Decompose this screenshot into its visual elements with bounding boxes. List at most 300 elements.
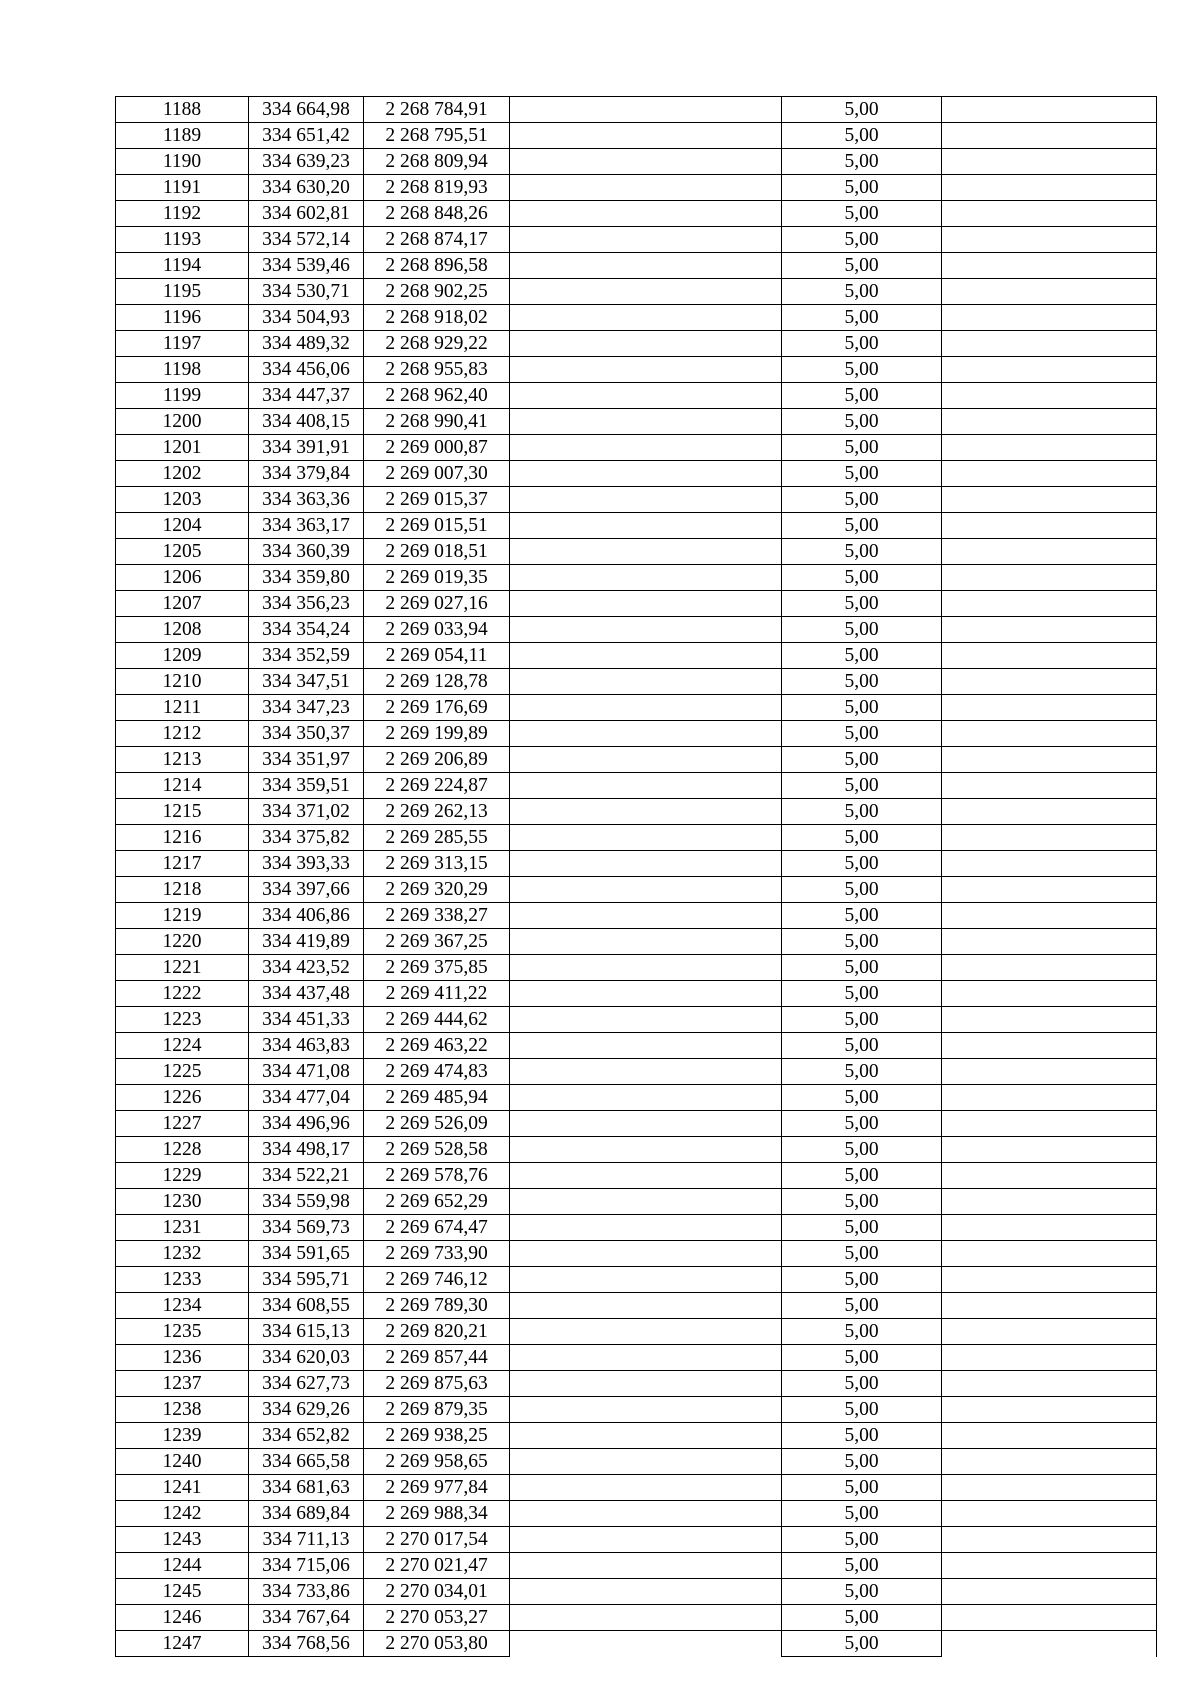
empty-cell (510, 1163, 782, 1189)
point-number-cell: 1199 (116, 383, 249, 409)
x-coordinate-cell: 334 354,24 (249, 617, 364, 643)
empty-cell (942, 1267, 1157, 1293)
value-cell: 5,00 (782, 1293, 942, 1319)
value-cell: 5,00 (782, 435, 942, 461)
empty-cell (510, 851, 782, 877)
table-row (116, 669, 1157, 695)
x-coordinate-cell: 334 489,32 (249, 331, 364, 357)
point-number-cell: 1195 (116, 279, 249, 305)
empty-cell (942, 643, 1157, 669)
value-cell: 5,00 (782, 487, 942, 513)
empty-cell (942, 1475, 1157, 1501)
value-cell: 5,00 (782, 1553, 942, 1579)
empty-cell (942, 1553, 1157, 1579)
y-coordinate-cell: 2 269 262,13 (364, 799, 510, 825)
point-number-cell: 1200 (116, 409, 249, 435)
point-number-cell: 1227 (116, 1111, 249, 1137)
y-coordinate-cell: 2 269 015,51 (364, 513, 510, 539)
empty-cell (942, 1111, 1157, 1137)
empty-cell (510, 461, 782, 487)
empty-cell (510, 1527, 782, 1553)
point-number-cell: 1190 (116, 149, 249, 175)
coordinates-table (115, 96, 1157, 1657)
table-row (116, 1293, 1157, 1319)
table-row (116, 617, 1157, 643)
empty-cell (942, 513, 1157, 539)
value-cell: 5,00 (782, 877, 942, 903)
x-coordinate-cell: 334 615,13 (249, 1319, 364, 1345)
point-number-cell: 1224 (116, 1033, 249, 1059)
value-cell: 5,00 (782, 721, 942, 747)
table-row (116, 1137, 1157, 1163)
value-cell: 5,00 (782, 851, 942, 877)
value-cell: 5,00 (782, 799, 942, 825)
y-coordinate-cell: 2 269 674,47 (364, 1215, 510, 1241)
empty-cell (942, 721, 1157, 747)
empty-cell (510, 305, 782, 331)
y-coordinate-cell: 2 269 746,12 (364, 1267, 510, 1293)
empty-cell (942, 435, 1157, 461)
empty-cell (942, 565, 1157, 591)
y-coordinate-cell: 2 268 962,40 (364, 383, 510, 409)
empty-cell (510, 773, 782, 799)
empty-cell (510, 175, 782, 201)
table-row (116, 1527, 1157, 1553)
point-number-cell: 1237 (116, 1371, 249, 1397)
y-coordinate-cell: 2 269 018,51 (364, 539, 510, 565)
empty-cell (510, 1397, 782, 1423)
table-row (116, 1371, 1157, 1397)
x-coordinate-cell: 334 569,73 (249, 1215, 364, 1241)
table-row (116, 1059, 1157, 1085)
empty-cell (942, 1423, 1157, 1449)
x-coordinate-cell: 334 539,46 (249, 253, 364, 279)
empty-cell (510, 435, 782, 461)
empty-cell (510, 955, 782, 981)
x-coordinate-cell: 334 471,08 (249, 1059, 364, 1085)
value-cell: 5,00 (782, 1111, 942, 1137)
table-row (116, 981, 1157, 1007)
table-row (116, 1163, 1157, 1189)
empty-cell (942, 1163, 1157, 1189)
point-number-cell: 1205 (116, 539, 249, 565)
table-row (116, 695, 1157, 721)
empty-cell (510, 1241, 782, 1267)
y-coordinate-cell: 2 269 320,29 (364, 877, 510, 903)
value-cell: 5,00 (782, 1475, 942, 1501)
empty-cell (942, 1397, 1157, 1423)
table-row (116, 279, 1157, 305)
y-coordinate-cell: 2 269 338,27 (364, 903, 510, 929)
value-cell: 5,00 (782, 1033, 942, 1059)
table-row (116, 773, 1157, 799)
table-row (116, 1345, 1157, 1371)
empty-cell (942, 175, 1157, 201)
point-number-cell: 1240 (116, 1449, 249, 1475)
y-coordinate-cell: 2 269 176,69 (364, 695, 510, 721)
value-cell: 5,00 (782, 1397, 942, 1423)
empty-cell (942, 409, 1157, 435)
empty-cell (510, 1501, 782, 1527)
empty-cell (942, 1527, 1157, 1553)
empty-cell (510, 409, 782, 435)
x-coordinate-cell: 334 406,86 (249, 903, 364, 929)
table-row (116, 383, 1157, 409)
x-coordinate-cell: 334 572,14 (249, 227, 364, 253)
empty-cell (942, 747, 1157, 773)
value-cell: 5,00 (782, 591, 942, 617)
point-number-cell: 1214 (116, 773, 249, 799)
x-coordinate-cell: 334 630,20 (249, 175, 364, 201)
coordinates-table-page (115, 96, 1156, 1657)
x-coordinate-cell: 334 423,52 (249, 955, 364, 981)
empty-cell (942, 617, 1157, 643)
empty-cell (942, 1449, 1157, 1475)
x-coordinate-cell: 334 608,55 (249, 1293, 364, 1319)
point-number-cell: 1204 (116, 513, 249, 539)
empty-cell (942, 1501, 1157, 1527)
table-row (116, 1085, 1157, 1111)
value-cell: 5,00 (782, 1631, 942, 1657)
table-row (116, 1007, 1157, 1033)
empty-cell (510, 1371, 782, 1397)
y-coordinate-cell: 2 269 033,94 (364, 617, 510, 643)
point-number-cell: 1243 (116, 1527, 249, 1553)
y-coordinate-cell: 2 269 128,78 (364, 669, 510, 695)
empty-cell (942, 1371, 1157, 1397)
table-row (116, 1423, 1157, 1449)
empty-cell (942, 1033, 1157, 1059)
empty-cell (510, 149, 782, 175)
point-number-cell: 1208 (116, 617, 249, 643)
y-coordinate-cell: 2 268 929,22 (364, 331, 510, 357)
empty-cell (942, 487, 1157, 513)
y-coordinate-cell: 2 268 784,91 (364, 97, 510, 123)
empty-cell (510, 1579, 782, 1605)
empty-cell (510, 1267, 782, 1293)
point-number-cell: 1235 (116, 1319, 249, 1345)
x-coordinate-cell: 334 664,98 (249, 97, 364, 123)
empty-cell (510, 357, 782, 383)
point-number-cell: 1219 (116, 903, 249, 929)
point-number-cell: 1245 (116, 1579, 249, 1605)
value-cell: 5,00 (782, 903, 942, 929)
point-number-cell: 1217 (116, 851, 249, 877)
empty-cell (510, 799, 782, 825)
value-cell: 5,00 (782, 825, 942, 851)
value-cell: 5,00 (782, 331, 942, 357)
empty-cell (942, 825, 1157, 851)
empty-cell (510, 513, 782, 539)
point-number-cell: 1233 (116, 1267, 249, 1293)
empty-cell (510, 331, 782, 357)
empty-cell (942, 331, 1157, 357)
point-number-cell: 1218 (116, 877, 249, 903)
x-coordinate-cell: 334 627,73 (249, 1371, 364, 1397)
point-number-cell: 1231 (116, 1215, 249, 1241)
table-row (116, 1033, 1157, 1059)
y-coordinate-cell: 2 269 015,37 (364, 487, 510, 513)
value-cell: 5,00 (782, 747, 942, 773)
x-coordinate-cell: 334 651,42 (249, 123, 364, 149)
y-coordinate-cell: 2 269 054,11 (364, 643, 510, 669)
empty-cell (942, 357, 1157, 383)
y-coordinate-cell: 2 269 313,15 (364, 851, 510, 877)
point-number-cell: 1239 (116, 1423, 249, 1449)
y-coordinate-cell: 2 268 848,26 (364, 201, 510, 227)
x-coordinate-cell: 334 463,83 (249, 1033, 364, 1059)
empty-cell (942, 227, 1157, 253)
y-coordinate-cell: 2 269 285,55 (364, 825, 510, 851)
empty-cell (942, 1605, 1157, 1631)
point-number-cell: 1232 (116, 1241, 249, 1267)
table-row (116, 461, 1157, 487)
y-coordinate-cell: 2 269 367,25 (364, 929, 510, 955)
y-coordinate-cell: 2 269 857,44 (364, 1345, 510, 1371)
x-coordinate-cell: 334 419,89 (249, 929, 364, 955)
x-coordinate-cell: 334 408,15 (249, 409, 364, 435)
value-cell: 5,00 (782, 1345, 942, 1371)
empty-cell (510, 123, 782, 149)
point-number-cell: 1228 (116, 1137, 249, 1163)
point-number-cell: 1207 (116, 591, 249, 617)
point-number-cell: 1223 (116, 1007, 249, 1033)
value-cell: 5,00 (782, 1605, 942, 1631)
y-coordinate-cell: 2 268 990,41 (364, 409, 510, 435)
value-cell: 5,00 (782, 1007, 942, 1033)
empty-cell (942, 97, 1157, 123)
point-number-cell: 1246 (116, 1605, 249, 1631)
y-coordinate-cell: 2 270 017,54 (364, 1527, 510, 1553)
value-cell: 5,00 (782, 123, 942, 149)
table-row (116, 747, 1157, 773)
table-row (116, 357, 1157, 383)
empty-cell (510, 1631, 782, 1657)
empty-cell (510, 591, 782, 617)
empty-cell (510, 1475, 782, 1501)
value-cell: 5,00 (782, 279, 942, 305)
point-number-cell: 1213 (116, 747, 249, 773)
table-row (116, 253, 1157, 279)
x-coordinate-cell: 334 379,84 (249, 461, 364, 487)
y-coordinate-cell: 2 269 411,22 (364, 981, 510, 1007)
x-coordinate-cell: 334 768,56 (249, 1631, 364, 1657)
point-number-cell: 1198 (116, 357, 249, 383)
y-coordinate-cell: 2 268 896,58 (364, 253, 510, 279)
y-coordinate-cell: 2 268 809,94 (364, 149, 510, 175)
table-row (116, 877, 1157, 903)
empty-cell (510, 1423, 782, 1449)
empty-cell (510, 1033, 782, 1059)
x-coordinate-cell: 334 504,93 (249, 305, 364, 331)
point-number-cell: 1222 (116, 981, 249, 1007)
table-row (116, 903, 1157, 929)
value-cell: 5,00 (782, 695, 942, 721)
y-coordinate-cell: 2 269 224,87 (364, 773, 510, 799)
empty-cell (510, 643, 782, 669)
empty-cell (942, 591, 1157, 617)
value-cell: 5,00 (782, 97, 942, 123)
x-coordinate-cell: 334 559,98 (249, 1189, 364, 1215)
empty-cell (510, 747, 782, 773)
x-coordinate-cell: 334 371,02 (249, 799, 364, 825)
point-number-cell: 1209 (116, 643, 249, 669)
x-coordinate-cell: 334 447,37 (249, 383, 364, 409)
x-coordinate-cell: 334 363,17 (249, 513, 364, 539)
y-coordinate-cell: 2 270 053,27 (364, 1605, 510, 1631)
value-cell: 5,00 (782, 1423, 942, 1449)
empty-cell (510, 201, 782, 227)
empty-cell (510, 1111, 782, 1137)
empty-cell (510, 487, 782, 513)
table-row (116, 1241, 1157, 1267)
x-coordinate-cell: 334 530,71 (249, 279, 364, 305)
empty-cell (942, 1241, 1157, 1267)
y-coordinate-cell: 2 270 021,47 (364, 1553, 510, 1579)
value-cell: 5,00 (782, 1371, 942, 1397)
empty-cell (942, 383, 1157, 409)
table-row (116, 1553, 1157, 1579)
point-number-cell: 1226 (116, 1085, 249, 1111)
value-cell: 5,00 (782, 1527, 942, 1553)
point-number-cell: 1212 (116, 721, 249, 747)
y-coordinate-cell: 2 269 528,58 (364, 1137, 510, 1163)
value-cell: 5,00 (782, 773, 942, 799)
x-coordinate-cell: 334 715,06 (249, 1553, 364, 1579)
table-row (116, 1215, 1157, 1241)
value-cell: 5,00 (782, 1059, 942, 1085)
y-coordinate-cell: 2 269 938,25 (364, 1423, 510, 1449)
table-row (116, 487, 1157, 513)
point-number-cell: 1192 (116, 201, 249, 227)
empty-cell (510, 981, 782, 1007)
empty-cell (510, 825, 782, 851)
empty-cell (510, 1059, 782, 1085)
value-cell: 5,00 (782, 1215, 942, 1241)
y-coordinate-cell: 2 268 902,25 (364, 279, 510, 305)
empty-cell (942, 877, 1157, 903)
table-row (116, 1605, 1157, 1631)
empty-cell (942, 1293, 1157, 1319)
value-cell: 5,00 (782, 201, 942, 227)
y-coordinate-cell: 2 269 988,34 (364, 1501, 510, 1527)
empty-cell (942, 1137, 1157, 1163)
empty-cell (942, 799, 1157, 825)
x-coordinate-cell: 334 498,17 (249, 1137, 364, 1163)
y-coordinate-cell: 2 269 820,21 (364, 1319, 510, 1345)
empty-cell (510, 1007, 782, 1033)
empty-cell (942, 981, 1157, 1007)
value-cell: 5,00 (782, 383, 942, 409)
value-cell: 5,00 (782, 409, 942, 435)
point-number-cell: 1210 (116, 669, 249, 695)
y-coordinate-cell: 2 268 918,02 (364, 305, 510, 331)
table-row (116, 1111, 1157, 1137)
empty-cell (942, 123, 1157, 149)
x-coordinate-cell: 334 591,65 (249, 1241, 364, 1267)
table-row (116, 851, 1157, 877)
value-cell: 5,00 (782, 1267, 942, 1293)
point-number-cell: 1194 (116, 253, 249, 279)
empty-cell (510, 669, 782, 695)
point-number-cell: 1234 (116, 1293, 249, 1319)
value-cell: 5,00 (782, 357, 942, 383)
point-number-cell: 1229 (116, 1163, 249, 1189)
value-cell: 5,00 (782, 643, 942, 669)
empty-cell (942, 253, 1157, 279)
empty-cell (942, 149, 1157, 175)
value-cell: 5,00 (782, 1579, 942, 1605)
y-coordinate-cell: 2 269 000,87 (364, 435, 510, 461)
point-number-cell: 1230 (116, 1189, 249, 1215)
x-coordinate-cell: 334 629,26 (249, 1397, 364, 1423)
x-coordinate-cell: 334 393,33 (249, 851, 364, 877)
y-coordinate-cell: 2 269 485,94 (364, 1085, 510, 1111)
empty-cell (942, 539, 1157, 565)
table-row (116, 123, 1157, 149)
point-number-cell: 1225 (116, 1059, 249, 1085)
empty-cell (942, 1059, 1157, 1085)
empty-cell (942, 1631, 1157, 1657)
x-coordinate-cell: 334 522,21 (249, 1163, 364, 1189)
point-number-cell: 1189 (116, 123, 249, 149)
empty-cell (942, 201, 1157, 227)
y-coordinate-cell: 2 268 955,83 (364, 357, 510, 383)
table-row (116, 799, 1157, 825)
table-row (116, 1319, 1157, 1345)
value-cell: 5,00 (782, 669, 942, 695)
value-cell: 5,00 (782, 955, 942, 981)
table-row (116, 929, 1157, 955)
point-number-cell: 1215 (116, 799, 249, 825)
y-coordinate-cell: 2 268 874,17 (364, 227, 510, 253)
x-coordinate-cell: 334 359,80 (249, 565, 364, 591)
point-number-cell: 1197 (116, 331, 249, 357)
value-cell: 5,00 (782, 253, 942, 279)
table-row (116, 175, 1157, 201)
x-coordinate-cell: 334 359,51 (249, 773, 364, 799)
x-coordinate-cell: 334 375,82 (249, 825, 364, 851)
value-cell: 5,00 (782, 565, 942, 591)
empty-cell (510, 97, 782, 123)
empty-cell (510, 1137, 782, 1163)
y-coordinate-cell: 2 269 444,62 (364, 1007, 510, 1033)
y-coordinate-cell: 2 268 819,93 (364, 175, 510, 201)
y-coordinate-cell: 2 269 007,30 (364, 461, 510, 487)
empty-cell (942, 669, 1157, 695)
empty-cell (942, 1189, 1157, 1215)
x-coordinate-cell: 334 351,97 (249, 747, 364, 773)
empty-cell (510, 1189, 782, 1215)
y-coordinate-cell: 2 269 977,84 (364, 1475, 510, 1501)
value-cell: 5,00 (782, 1085, 942, 1111)
y-coordinate-cell: 2 269 199,89 (364, 721, 510, 747)
empty-cell (942, 851, 1157, 877)
x-coordinate-cell: 334 733,86 (249, 1579, 364, 1605)
x-coordinate-cell: 334 496,96 (249, 1111, 364, 1137)
empty-cell (510, 695, 782, 721)
x-coordinate-cell: 334 711,13 (249, 1527, 364, 1553)
table-row (116, 1397, 1157, 1423)
empty-cell (510, 1293, 782, 1319)
value-cell: 5,00 (782, 149, 942, 175)
empty-cell (942, 1319, 1157, 1345)
value-cell: 5,00 (782, 305, 942, 331)
table-row (116, 565, 1157, 591)
empty-cell (510, 1553, 782, 1579)
empty-cell (510, 929, 782, 955)
y-coordinate-cell: 2 269 027,16 (364, 591, 510, 617)
